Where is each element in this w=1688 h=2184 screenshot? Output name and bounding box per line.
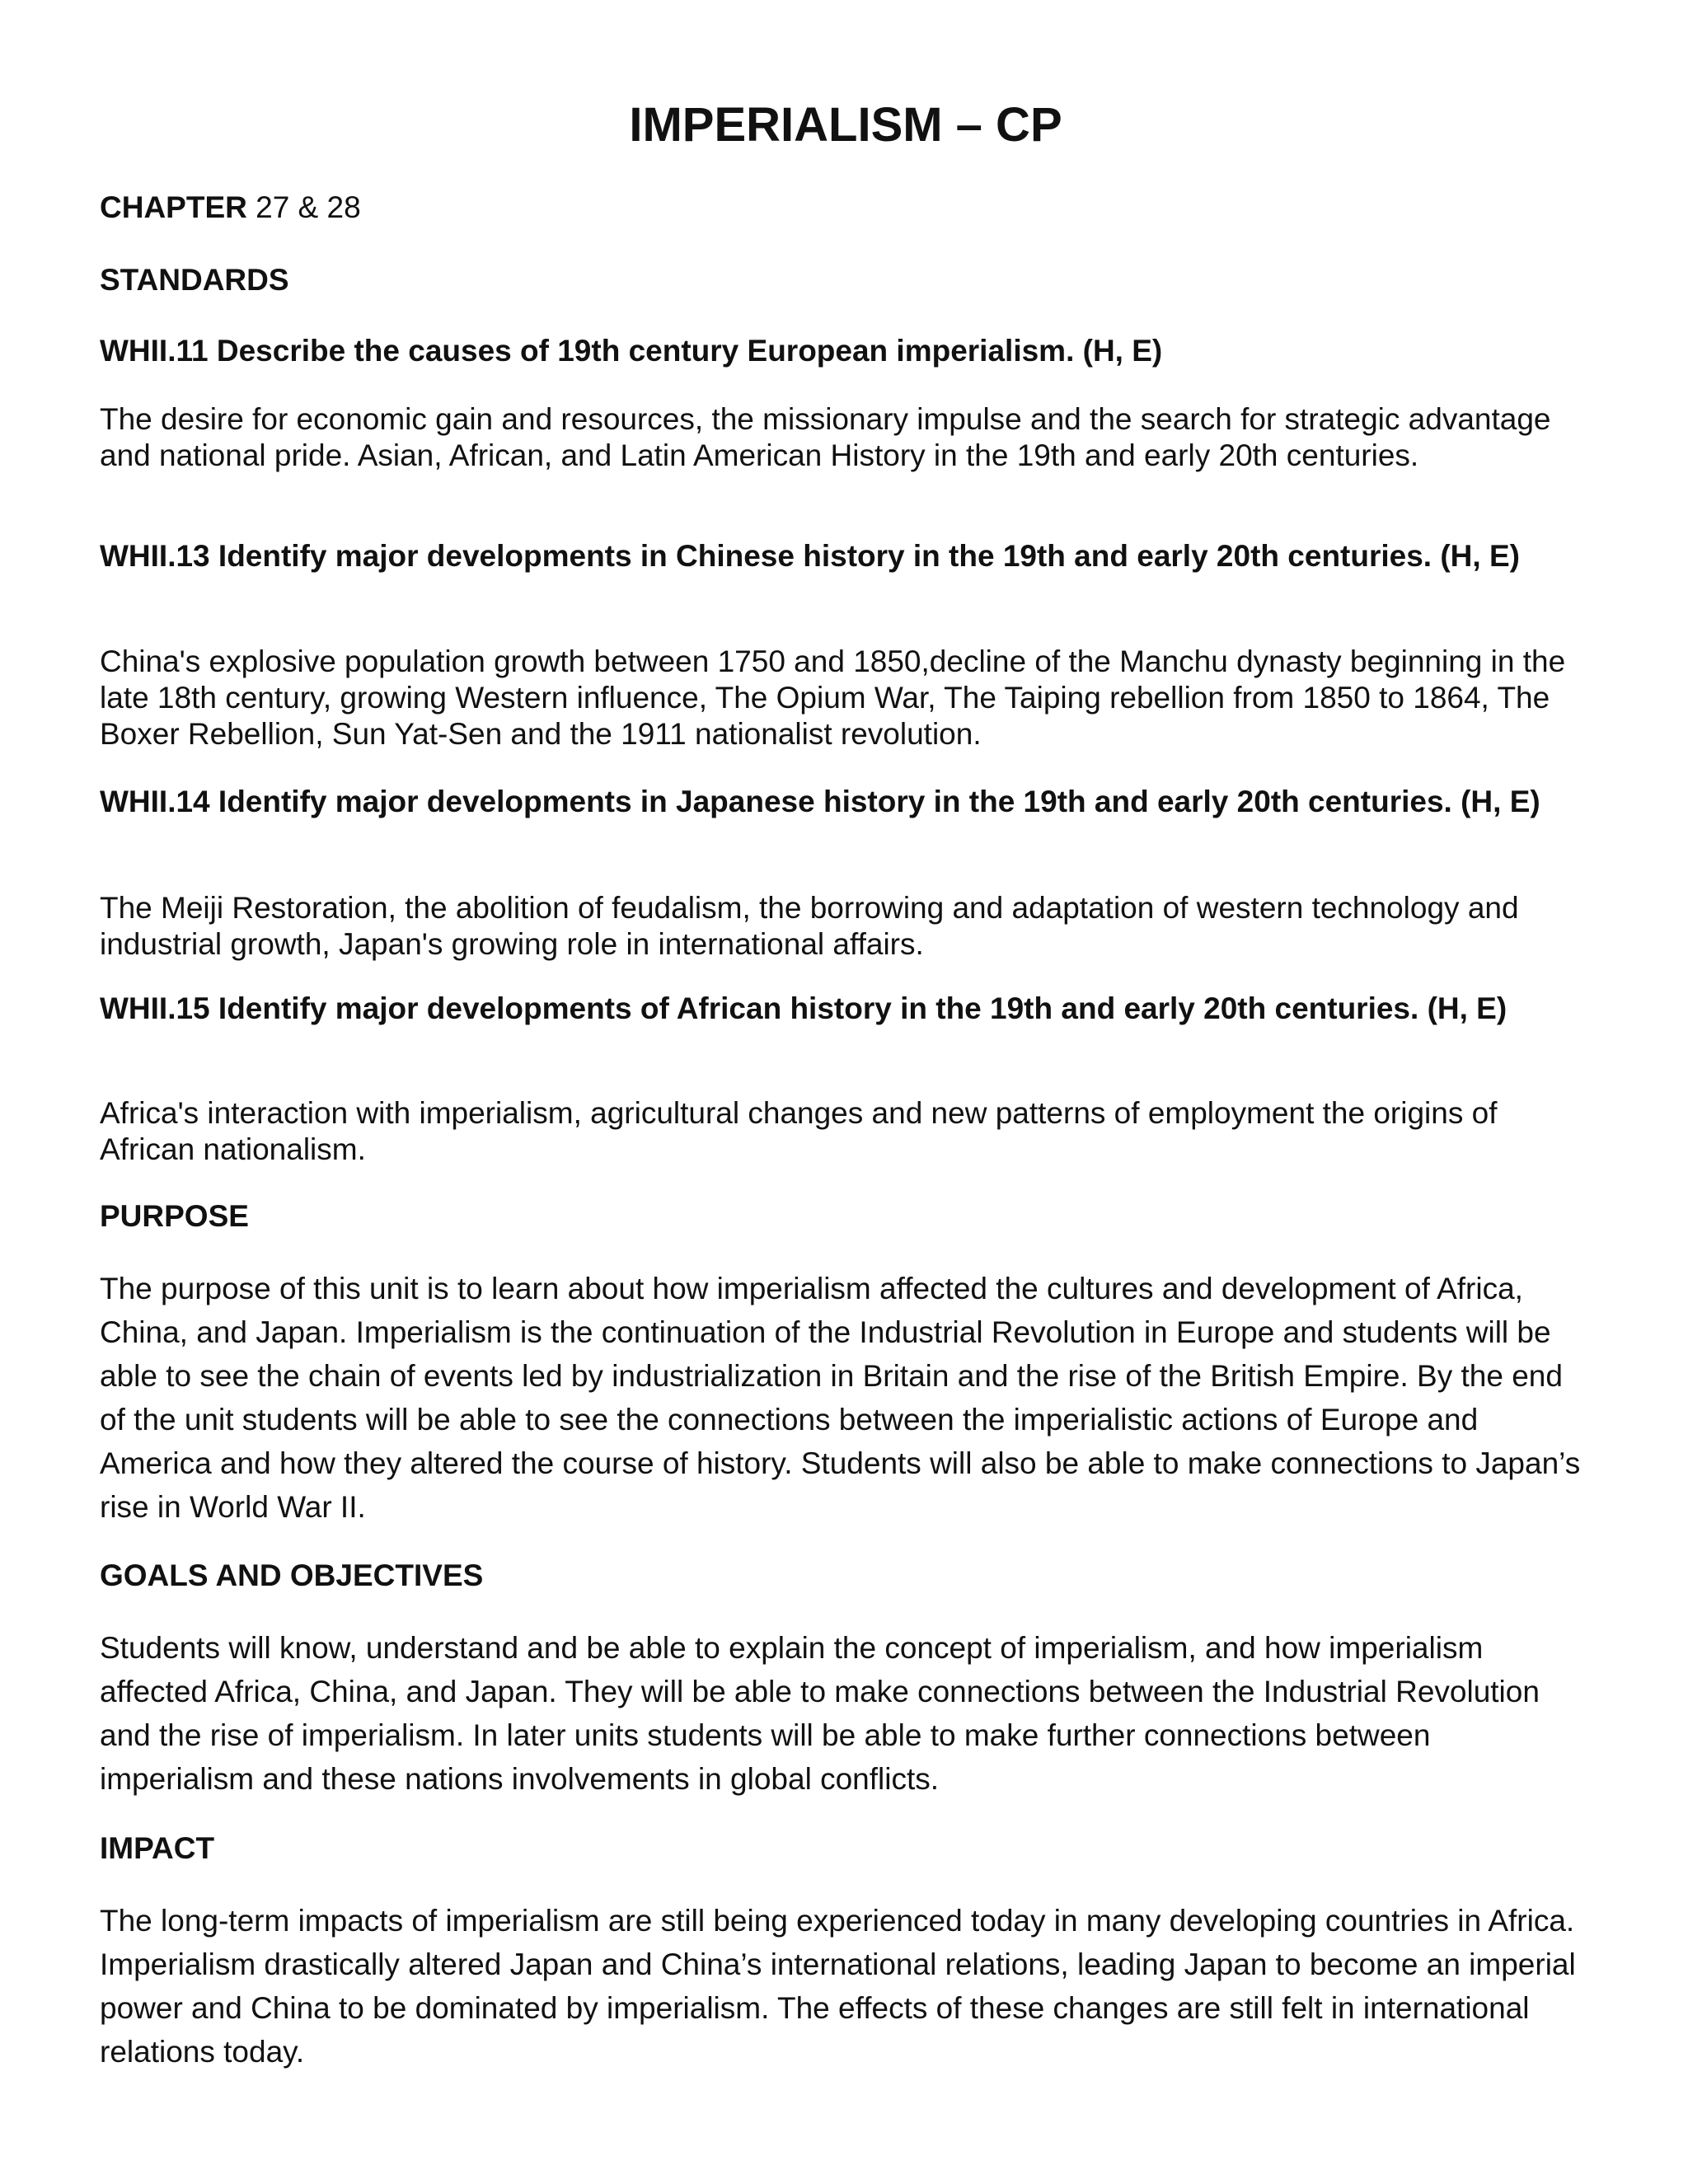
purpose-heading: PURPOSE bbox=[100, 1199, 249, 1233]
standard-heading-whii15: WHII.15 Identify major developments of African history in the 19th and early 20th centuries. (H, E) bbox=[100, 991, 1507, 1025]
impact-heading: IMPACT bbox=[100, 1831, 215, 1865]
goals-heading: GOALS AND OBJECTIVES bbox=[100, 1558, 484, 1592]
impact-text: The long-term impacts of imperialism are still being experienced today in many developing countries in Africa. Imperialism drastically altered Japan and China’s international relations, leading Japan to become an imperial power and China to be dominated by imperialism. The effects of these changes are still felt in international relations today. bbox=[100, 1904, 1576, 2069]
standard-heading-whii13: WHII.13 Identify major developments in Chinese history in the 19th and early 20th centuries. (H, E) bbox=[100, 539, 1520, 573]
page-title: IMPERIALISM – CP bbox=[629, 98, 1062, 152]
standard-heading-whii14: WHII.14 Identify major developments in Japanese history in the 19th and early 20th centuries. (H, E) bbox=[100, 785, 1540, 818]
standard-text-whii14: The Meiji Restoration, the abolition of feudalism, the borrowing and adaptation of western technology and industrial growth, Japan's growing role in international affairs. bbox=[100, 891, 1519, 961]
standard-text-whii15: Africa's interaction with imperialism, agricultural changes and new patterns of employment the origins of African nationalism. bbox=[100, 1096, 1498, 1166]
standard-text-whii13: China's explosive population growth between 1750 and 1850,decline of the Manchu dynasty beginning in the late 18th century, growing Western influence, The Opium War, The Taiping rebellion from 1850 to 1864, The Boxer Rebellion, Sun Yat-Sen and the 1911 nationalist revolution. bbox=[100, 644, 1566, 751]
standard-heading-whii11: WHII.11 Describe the causes of 19th century European imperialism. (H, E) bbox=[100, 334, 1163, 368]
standards-heading: STANDARDS bbox=[100, 263, 289, 297]
chapter-value: 27 & 28 bbox=[256, 190, 361, 224]
chapter-line bbox=[100, 190, 1592, 226]
goals-text: Students will know, understand and be able to explain the concept of imperialism, and how imperialism affected Africa, China, and Japan. They will be able to make connections between the Industrial Revolution and the rise of imperialism. In later units students will be able to make further connections between imperialism and these nations involvements in global conflicts. bbox=[100, 1631, 1540, 1796]
chapter-label: CHAPTER bbox=[100, 190, 247, 224]
standard-text-whii11: The desire for economic gain and resources, the missionary impulse and the search for strategic advantage and national pride. Asian, African, and Latin American History in the 19th and early 20th centuries. bbox=[100, 402, 1551, 472]
purpose-text: The purpose of this unit is to learn about how imperialism affected the cultures and development of Africa, China, and Japan. Imperialism is the continuation of the Industrial Revolution in Europe and students will be able to see the chain of events led by industrialization in Britain and the rise of the British Empire. By the end of the unit students will be able to see the connections between the imperialistic actions of Europe and America and how they altered the course of history. Students will also be able to make connections to Japan’s rise in World War II. bbox=[100, 1272, 1581, 1524]
